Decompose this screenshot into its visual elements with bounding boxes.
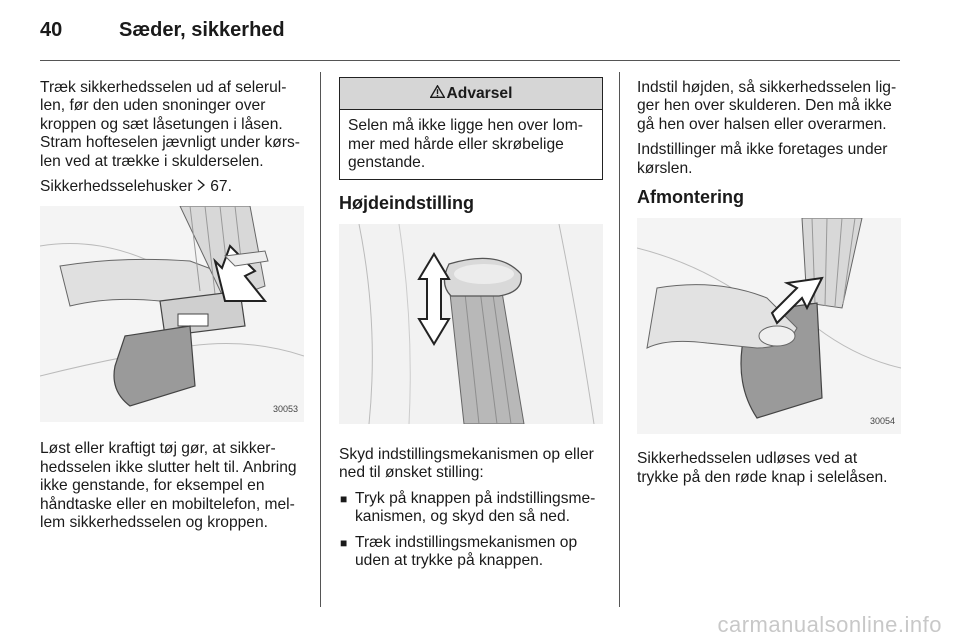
- warning-header: [340, 78, 602, 110]
- square-bullet-icon: ■: [340, 535, 348, 550]
- adjust-steps-list: [339, 490, 603, 571]
- clothing-note: Løst eller kraftigt tøj gør, at sikker-hedsselen ikke slutter helt til. Anbring ikke genstande, for eksempel en håndtaske eller en mobiltelefon, mel-lem sikkerhedsselen og kroppen.: [40, 440, 297, 532]
- column-1: [40, 79, 304, 539]
- warning-text: Selen må ikke ligge hen over lom-mer med hårde eller skrøbelige genstande.: [348, 117, 583, 172]
- height-adjust-guidance: Indstil højden, så sikkerhedsselen lig-ger hen over skulderen. Den må ikke gå hen over halsen eller overarmen.: [637, 79, 897, 133]
- driving-note: Indstillinger må ikke foretages under kørslen.: [637, 141, 888, 177]
- column-2: [339, 77, 603, 577]
- figure-buckle-insert: [40, 206, 304, 422]
- figure-code: 30054: [869, 416, 895, 427]
- square-bullet-icon: ■: [340, 491, 348, 506]
- reminder-page-ref[interactable]: 67.: [210, 178, 232, 196]
- list-item-text: Tryk på knappen på indstillingsme-kanismen, og skyd den så ned.: [355, 489, 596, 526]
- header-rule: [40, 60, 900, 61]
- figure-code: 30053: [272, 404, 298, 415]
- buckle-insert-illustration: [40, 206, 304, 422]
- figure-height-adjuster: [339, 224, 603, 424]
- page-title: Sæder, sikkerhed: [119, 19, 285, 41]
- column-divider-1: [320, 72, 321, 607]
- buckle-instructions: Træk sikkerhedsselen ud af selerul-len, før den uden snoninger over kroppen og sæt låsetungen i låsen. Stram hofteselen jævnligt under kørs-len ved at trække i skulderselen.: [40, 79, 300, 170]
- reminder-line: [40, 178, 304, 196]
- watermark: carmanualsonline.info: [717, 612, 942, 637]
- reminder-text: Sikkerhedsselehusker: [40, 178, 193, 196]
- list-item-text: Træk indstillingsmekanismen op uden at trykke på knappen.: [355, 533, 578, 570]
- release-instructions: Sikkerhedsselen udløses ved at trykke på den røde knap i selelåsen.: [637, 450, 888, 486]
- warning-box: [339, 77, 603, 180]
- page-number: 40: [40, 19, 63, 41]
- warning-triangle-icon: [430, 85, 445, 103]
- warning-title: Advarsel: [446, 85, 513, 102]
- list-item: [339, 490, 603, 527]
- page-reference-arrow-icon: [197, 178, 210, 195]
- height-adjuster-illustration: [339, 224, 603, 424]
- height-adjust-intro: Skyd indstillingsmekanismen op eller ned til ønsket stilling:: [339, 446, 594, 482]
- section-heading-height-adjustment: Højdeindstilling: [339, 192, 474, 213]
- column-3: [637, 79, 901, 494]
- list-item: [339, 534, 603, 571]
- buckle-release-illustration: [637, 218, 901, 434]
- section-heading-removal: Afmontering: [637, 187, 744, 208]
- figure-buckle-release: [637, 218, 901, 434]
- column-divider-2: [619, 72, 620, 607]
